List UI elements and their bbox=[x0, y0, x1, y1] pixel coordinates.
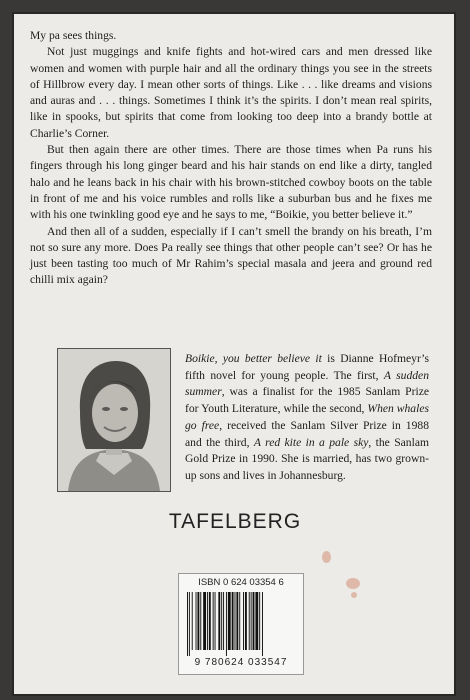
barcode-bar bbox=[197, 592, 199, 650]
blurb-paragraph: But then again there are other times. There are those times when Pa runs his fingers through his long ginger beard and his hair stands on end like a dirty, tangled halo and he leans back in his chair with his brown-stitched cowboy boots on the table in front of me and his voice rumbles and rolls like a suburban bus and he fixes me with his one twinkling good eye and he says to me, “Boikie, you better believe it.” bbox=[30, 143, 432, 222]
bio-text: , the Sanlam Gold Prize in 1990. She is married, has two grown-up sons and lives in Johannesburg. bbox=[185, 435, 429, 482]
barcode-bar bbox=[262, 592, 263, 656]
author-photo bbox=[57, 348, 171, 492]
barcode-bar bbox=[232, 592, 234, 650]
stain bbox=[351, 592, 357, 598]
barcode bbox=[178, 573, 304, 675]
isbn-text: ISBN 0 624 03354 6 bbox=[198, 577, 284, 588]
barcode-bar bbox=[245, 592, 247, 650]
barcode-bar bbox=[189, 592, 190, 656]
barcode-bar bbox=[203, 592, 206, 650]
barcode-bar bbox=[209, 592, 211, 650]
barcode-bar bbox=[228, 592, 231, 650]
bio-text: , was a finalist for the 1985 Sanlam Prize for Youth Literature, while the second, bbox=[185, 385, 429, 416]
barcode-bar bbox=[243, 592, 244, 650]
book-title: A sudden summer bbox=[185, 368, 429, 399]
stain bbox=[322, 551, 331, 563]
barcode-bar bbox=[187, 592, 188, 656]
barcode-bar bbox=[236, 592, 238, 650]
barcode-bar bbox=[226, 592, 227, 656]
barcode-bar bbox=[213, 592, 214, 650]
blurb-paragraph: And then all of a sudden, especially if I can’t smell the brandy on his breath, I’m not so sure any more. Does Pa really see things that other people can’t see? Or has he just been tasting too much of Mr Rahim’s special masala and jeera and ground red chilli mix again? bbox=[30, 224, 432, 287]
stain bbox=[346, 578, 360, 589]
bio-text: is Dianne Hofmeyr’s fifth novel for young people. The first, bbox=[185, 352, 429, 382]
barcode-bar bbox=[251, 592, 252, 650]
barcode-bar bbox=[239, 592, 240, 650]
bio-text: , received the Sanlam Silver Prize in 1988 and the third, bbox=[185, 418, 429, 449]
barcode-bar bbox=[218, 592, 220, 650]
barcode-bar bbox=[192, 592, 193, 650]
blurb-paragraph: My pa sees things. bbox=[30, 29, 117, 42]
barcode-bar bbox=[223, 592, 224, 650]
book-title: A red kite in a pale sky bbox=[253, 435, 369, 449]
barcode-bar bbox=[259, 592, 260, 650]
barcode-bars bbox=[187, 592, 295, 656]
barcode-bar bbox=[221, 592, 222, 650]
author-bio bbox=[185, 351, 429, 485]
ean-number: 9 780624 033547 bbox=[194, 657, 288, 668]
blurb-text bbox=[30, 28, 432, 289]
barcode-bar bbox=[255, 592, 258, 650]
barcode-bar bbox=[249, 592, 250, 650]
barcode-bar bbox=[253, 592, 255, 650]
barcode-bar bbox=[200, 592, 201, 650]
barcode-bar bbox=[215, 592, 216, 650]
book-title: Boikie, you better believe it bbox=[185, 352, 322, 365]
blurb-paragraph: Not just muggings and knife fights and hot-wired cars and men dressed like women and women with purple hair and all the ordinary things you see in the streets of Hillbrow every day. I mean other sorts of things. Like . . . like dreams and visions and auras and . . . things. Sometimes I think it’s the spirits. I don’t mean real spirits, like in spooks, but spirits that come from looking too deep into a brandy bottle at Charlie’s Corner. bbox=[30, 45, 432, 140]
publisher-logo: TAFELBERG bbox=[168, 510, 302, 533]
barcode-bar bbox=[207, 592, 208, 650]
book-title: When whales go free bbox=[185, 402, 429, 432]
barcode-bar bbox=[235, 592, 236, 650]
barcode-bar bbox=[196, 592, 197, 650]
